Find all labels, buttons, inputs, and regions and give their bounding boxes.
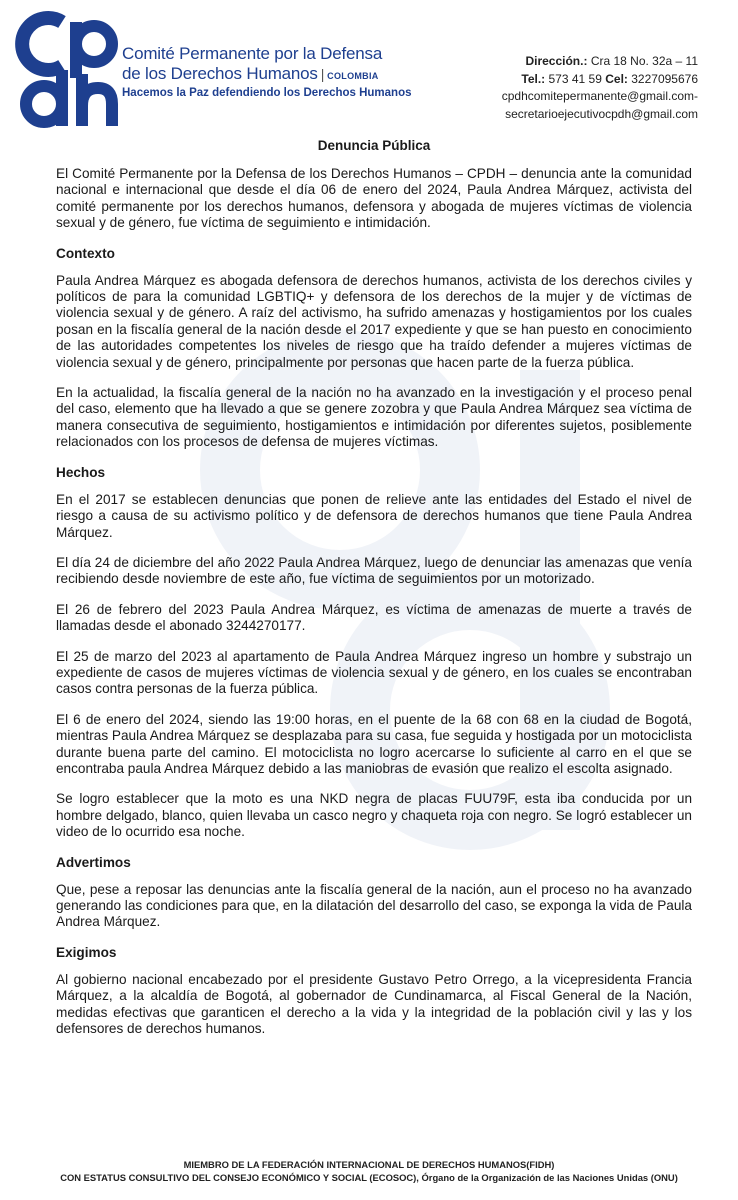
section-heading-contexto: Contexto (56, 245, 115, 261)
address-label: Dirección.: (525, 54, 588, 68)
footer-line-1: MIEMBRO DE LA FEDERACIÓN INTERNACIONAL DE DERECHOS HUMANOS(FIDH) (183, 1159, 555, 1170)
footer (0, 1158, 738, 1184)
section-heading-exigimos: Exigimos (56, 944, 117, 960)
address-value: Cra 18 No. 32a – 11 (590, 54, 698, 68)
org-name-line2 (122, 64, 452, 86)
cel-value: 3227095676 (631, 71, 698, 86)
intro-paragraph: El Comité Permanente por la Defensa de los Derechos Humanos – CPDH – denuncia ante la comunidad nacional e internacional que desde el día 06 de enero del 2024, Paula Andrea Márquez, activista del comité permanente por los derechos humanos, defensora y abogada de mujeres víctimas de violencia sexual y de género, fue víctima de seguimiento e intimidación. (56, 166, 692, 231)
email-line-2: secretarioejecutivocpdh@gmail.com (505, 106, 698, 121)
footer-line-2: CON ESTATUS CONSULTIVO DEL CONSEJO ECONÓMICO Y SOCIAL (ECOSOC), Órgano de la Organización de las Naciones Unidas (ONU) (60, 1172, 678, 1183)
organization-block (122, 44, 452, 99)
separator: | (320, 66, 325, 82)
org-motto: Hacemos la Paz defendiendo los Derechos Humanos (122, 87, 412, 99)
section-heading-advertimos: Advertimos (56, 854, 131, 870)
cel-label: Cel: (605, 71, 628, 86)
cpdh-logo (14, 8, 126, 138)
contexto-paragraph-2: En la actualidad, la fiscalía general de la nación no ha avanzado en la investigación y el proceso penal del caso, elemento que ha llevado a que se genere zozobra y que Paula Andrea Márquez sea víctima de manera consecutiva de seguimiento, hostigamientos e intimidación por diferentes sujetos, posiblemente relacionados con los procesos de defensa de mujeres víctimas. (56, 385, 692, 450)
email-line-1: cpdhcomitepermanente@gmail.com- (501, 89, 698, 103)
org-name-line1: Comité Permanente por la Defensa (122, 44, 383, 63)
hechos-paragraph-6: Se logro establecer que la moto es una NKD negra de placas FUU79F, esta iba conducida por un hombre delgado, blanco, quien llevaba un casco negro y chaqueta roja con negro. Se logró establecer un video de lo ocurrido esa noche. (56, 791, 692, 840)
hechos-paragraph-2: El día 24 de diciembre del año 2022 Paula Andrea Márquez, luego de denunciar las amenazas que venía recibiendo desde noviembre de este año, fue víctima de seguimientos por un motorizado. (56, 554, 692, 587)
tel-label: Tel.: (521, 71, 546, 86)
tel-value: 573 41 59 (548, 71, 602, 86)
hechos-paragraph-4: El 25 de marzo del 2023 al apartamento de Paula Andrea Márquez ingreso un hombre y substrajo un expediente de casos de mujeres víctimas de violencia sexual y de género, en los cuales se encontraban casos contra personas de la fuerza pública. (56, 648, 692, 697)
hechos-paragraph-3: El 26 de febrero del 2023 Paula Andrea Márquez, es víctima de amenazas de muerte a través de llamadas desde el abonado 3244270177. (56, 601, 692, 634)
org-name-line2-text: de los Derechos Humanos (122, 64, 318, 83)
contexto-paragraph-1: Paula Andrea Márquez es abogada defensora de derechos humanos, activista de los derechos civiles y políticos de para la comunidad LGBTIQ+ y defensora de los derechos de la mujer y de víctimas de violencia sexual y de género. A raíz del activismo, ha sufrido amenazas y hostigamientos por los cuales posan en la fiscalía general de la nación desde el 2017 expediente y que se han puesto en conocimiento de las autoridades competentes los niveles de riesgo que ha traído defender a mujeres víctimas de violencia sexual y de género, principalmente por personas que hacen parte de la fuerza pública. (56, 272, 692, 370)
advertimos-paragraph-1: Que, pese a reposar las denuncias ante la fiscalía general de la nación, aun el proceso no ha avanzado generando las condiciones para que, en la dilatación del desarrollo del caso, se exponga la vida de Paula Andrea Márquez. (56, 881, 692, 930)
section-heading-hechos: Hechos (56, 464, 106, 480)
hechos-paragraph-1: En el 2017 se establecen denuncias que ponen de relieve ante las entidades del Estado el nivel de riesgo a causa de su activismo político y de defensora de derechos humanos que tiene Paula Andrea Márquez. (56, 491, 692, 540)
contact-block (502, 53, 698, 123)
document-body (56, 138, 692, 1051)
hechos-paragraph-5: El 6 de enero del 2024, siendo las 19:00 horas, en el puente de la 68 con 68 en la ciudad de Bogotá, mientras Paula Andrea Márquez se desplazaba para su casa, fue seguida y hostigada por un motociclista durante buena parte del camino. El motociclista no logro acercarse lo suficiente al carro en el que se encontraba paula Andrea Márquez debido a las maniobras de evasión que realizo el escolta asignado. (56, 711, 692, 776)
document-title: Denuncia Pública (317, 138, 431, 153)
address-line (502, 53, 698, 71)
phone-line (502, 71, 698, 89)
org-country: COLOMBIA (327, 71, 379, 81)
exigimos-paragraph-1: Al gobierno nacional encabezado por el presidente Gustavo Petro Orrego, a la vicepresidenta Francia Márquez, a la alcaldía de Bogotá, al gobernador de Cundinamarca, al Fiscal General de la Nación, medidas efectivas que garanticen el derecho a la vida y la integridad de la población civil y las y los defensores de derechos humanos. (56, 971, 692, 1037)
